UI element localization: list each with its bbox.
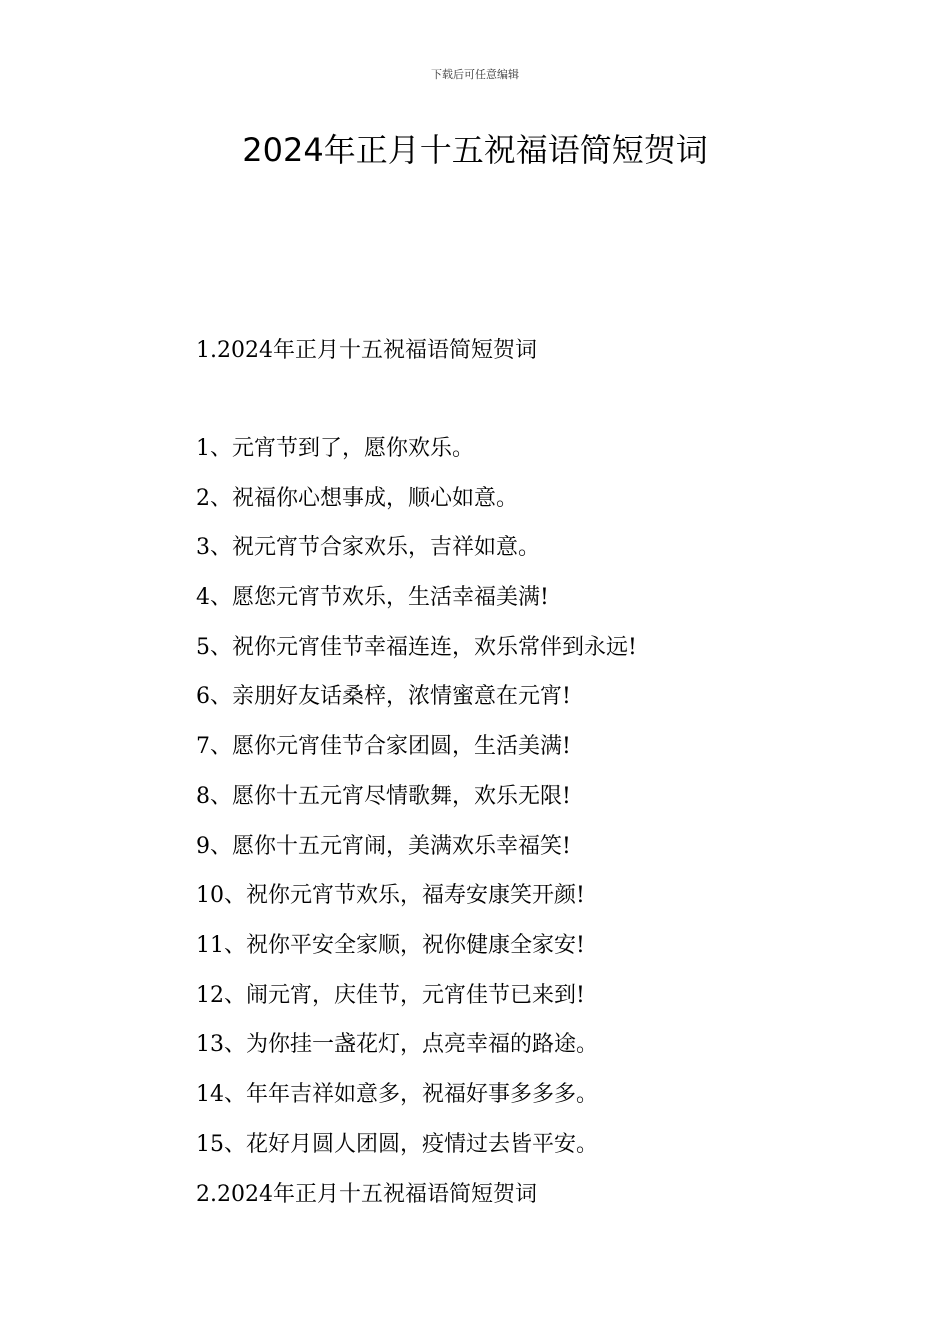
wish-item: 14、年年吉祥如意多，祝福好事多多多。	[196, 1081, 598, 1107]
section-heading-1: 1.2024年正月十五祝福语简短贺词	[196, 338, 537, 363]
wish-item: 4、愿您元宵节欢乐，生活幸福美满!	[196, 585, 549, 611]
section-heading-2: 2.2024年正月十五祝福语简短贺词	[196, 1182, 537, 1207]
wish-item: 1、元宵节到了，愿你欢乐。	[196, 436, 474, 461]
wish-item: 2、祝福你心想事成，顺心如意。	[196, 485, 518, 511]
wish-item: 13、为你挂一盏花灯，点亮幸福的路途。	[196, 1032, 598, 1058]
document-title: 2024年正月十五祝福语简短贺词	[242, 131, 708, 169]
wish-item: 5、祝你元宵佳节幸福连连，欢乐常伴到永远!	[196, 634, 637, 660]
wish-item: 7、愿你元宵佳节合家团圆，生活美满!	[196, 734, 571, 760]
wish-list	[196, 434, 637, 1179]
wish-item: 9、愿你十五元宵闹，美满欢乐幸福笑!	[196, 833, 571, 859]
wish-item: 8、愿你十五元宵尽情歌舞，欢乐无限!	[196, 783, 571, 809]
wish-item: 15、花好月圆人团圆，疫情过去皆平安。	[196, 1131, 598, 1157]
wish-item: 6、亲朋好友话桑梓，浓情蜜意在元宵!	[196, 684, 571, 710]
wish-item: 10、祝你元宵节欢乐，福寿安康笑开颜!	[196, 883, 585, 909]
header-note: 下载后可任意编辑	[431, 68, 519, 81]
wish-item: 11、祝你平安全家顺，祝你健康全家安!	[196, 932, 585, 958]
wish-item: 3、祝元宵节合家欢乐，吉祥如意。	[196, 535, 540, 561]
wish-item: 12、闹元宵，庆佳节，元宵佳节已来到!	[196, 982, 585, 1008]
